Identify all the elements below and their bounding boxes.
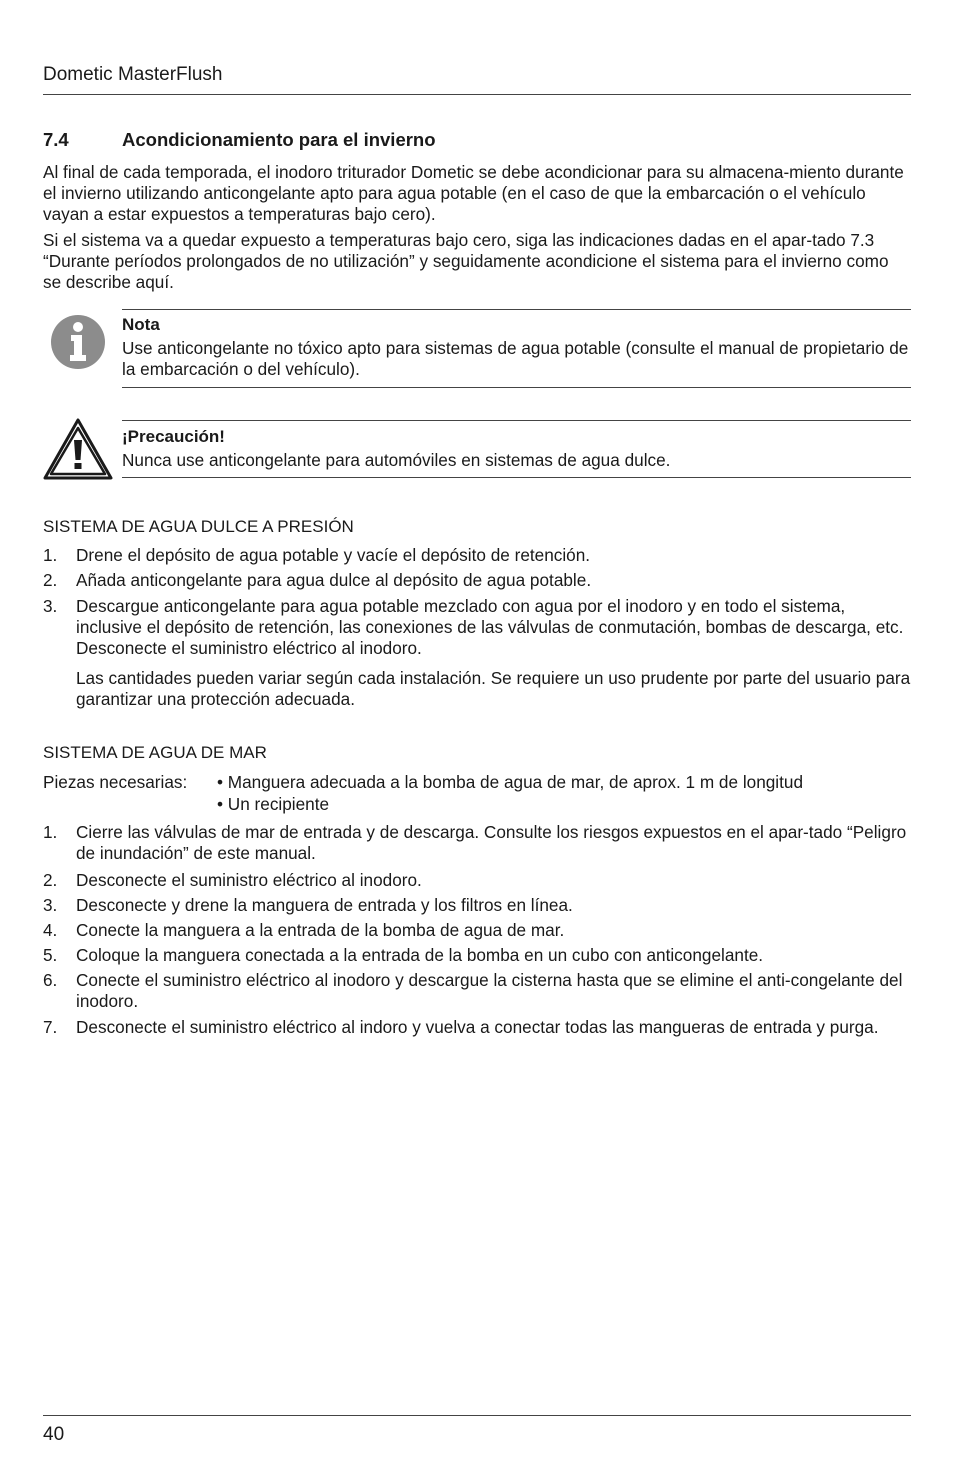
intro-paragraph-1: Al final de cada temporada, el inodoro triturador Dometic se debe acondicionar para su almacena-miento durante el invierno utilizando anticongelante apto para agua potable (en el caso de que la embarcación o el vehículo vayan a estar expuestos a temperaturas bajo cero). (43, 162, 904, 224)
list-item-text: Cierre las válvulas de mar de entrada y de descarga. Consulte los riesgos expuestos en el apar-tado “Peligro de inundación” de este manual. (76, 822, 907, 863)
caution-label: ¡Precaución! (122, 427, 225, 446)
freshwater-note: Las cantidades pueden variar según cada instalación. Se requiere un uso prudente por parte del usuario para garantizar una protección adecuada. (76, 668, 911, 709)
section-title: Acondicionamiento para el invierno (122, 129, 436, 150)
list-item-text: Conecte la manguera a la entrada de la bomba de agua de mar. (76, 920, 565, 940)
list-item-text: Desconecte el suministro eléctrico al indoro y vuelva a conectar todas las mangueras de entrada y purga. (76, 1017, 879, 1037)
list-item-text: Desconecte y drene la manguera de entrada y los filtros en línea. (76, 895, 573, 915)
note-bottom-rule (122, 387, 911, 388)
section-number: 7.4 (43, 129, 69, 150)
caution-top-rule (122, 420, 911, 421)
note-top-rule (122, 309, 911, 310)
list-item-number: 6. (43, 970, 58, 990)
parts-item: • Manguera adecuada a la bomba de agua de mar, de aprox. 1 m de longitud (217, 772, 804, 792)
parts-item: • Un recipiente (217, 794, 330, 814)
freshwater-heading: SISTEMA DE AGUA DULCE A PRESIÓN (43, 517, 354, 536)
page-number: 40 (43, 1424, 65, 1445)
parts-label: Piezas necesarias: (43, 772, 188, 792)
list-item-number: 3. (43, 895, 58, 915)
warning-icon (43, 418, 113, 485)
list-item-text: Conecte el suministro eléctrico al inodoro y descargue la cisterna hasta que se elimine el anti-congelante del inodoro. (76, 970, 903, 1011)
list-item-number: 3. (43, 596, 58, 616)
section-heading (43, 129, 436, 151)
list-item-text: Añada anticongelante para agua dulce al depósito de agua potable. (76, 570, 592, 590)
seawater-heading: SISTEMA DE AGUA DE MAR (43, 743, 267, 762)
list-item-number: 2. (43, 870, 58, 890)
list-item-number: 4. (43, 920, 58, 940)
list-item-number: 1. (43, 822, 58, 842)
note-text: Use anticongelante no tóxico apto para sistemas de agua potable (consulte el manual de propietario de la embarcación o del vehículo). (122, 338, 909, 379)
header-divider (43, 94, 911, 95)
caution-bottom-rule (122, 477, 911, 478)
list-item-number: 5. (43, 945, 58, 965)
list-item-text: Descargue anticongelante para agua potable mezclado con agua por el inodoro y en todo el sistema, inclusive el depósito de retención, las conexiones de las válvulas de conmutación, bombas de descarga, etc. Desconecte el suministro eléctrico al inodoro. (76, 596, 904, 658)
note-label: Nota (122, 315, 160, 334)
list-item-text: Drene el depósito de agua potable y vacíe el depósito de retención. (76, 545, 591, 565)
list-item-number: 1. (43, 545, 58, 565)
list-item-number: 2. (43, 570, 58, 590)
list-item-text: Coloque la manguera conectada a la entrada de la bomba en un cubo con anticongelante. (76, 945, 764, 965)
footer-divider (43, 1415, 911, 1416)
list-item-number: 7. (43, 1017, 58, 1037)
intro-paragraph-2: Si el sistema va a quedar expuesto a temperaturas bajo cero, siga las indicaciones dadas en el apar-tado 7.3 “Durante períodos prolongados de no utilización” y seguidamente acondicione el sistema para el invierno como se describe aquí. (43, 230, 889, 292)
document-header-title: Dometic MasterFlush (43, 64, 223, 85)
info-icon (50, 314, 106, 375)
list-item-text: Desconecte el suministro eléctrico al inodoro. (76, 870, 422, 890)
caution-text: Nunca use anticongelante para automóviles en sistemas de agua dulce. (122, 450, 671, 470)
